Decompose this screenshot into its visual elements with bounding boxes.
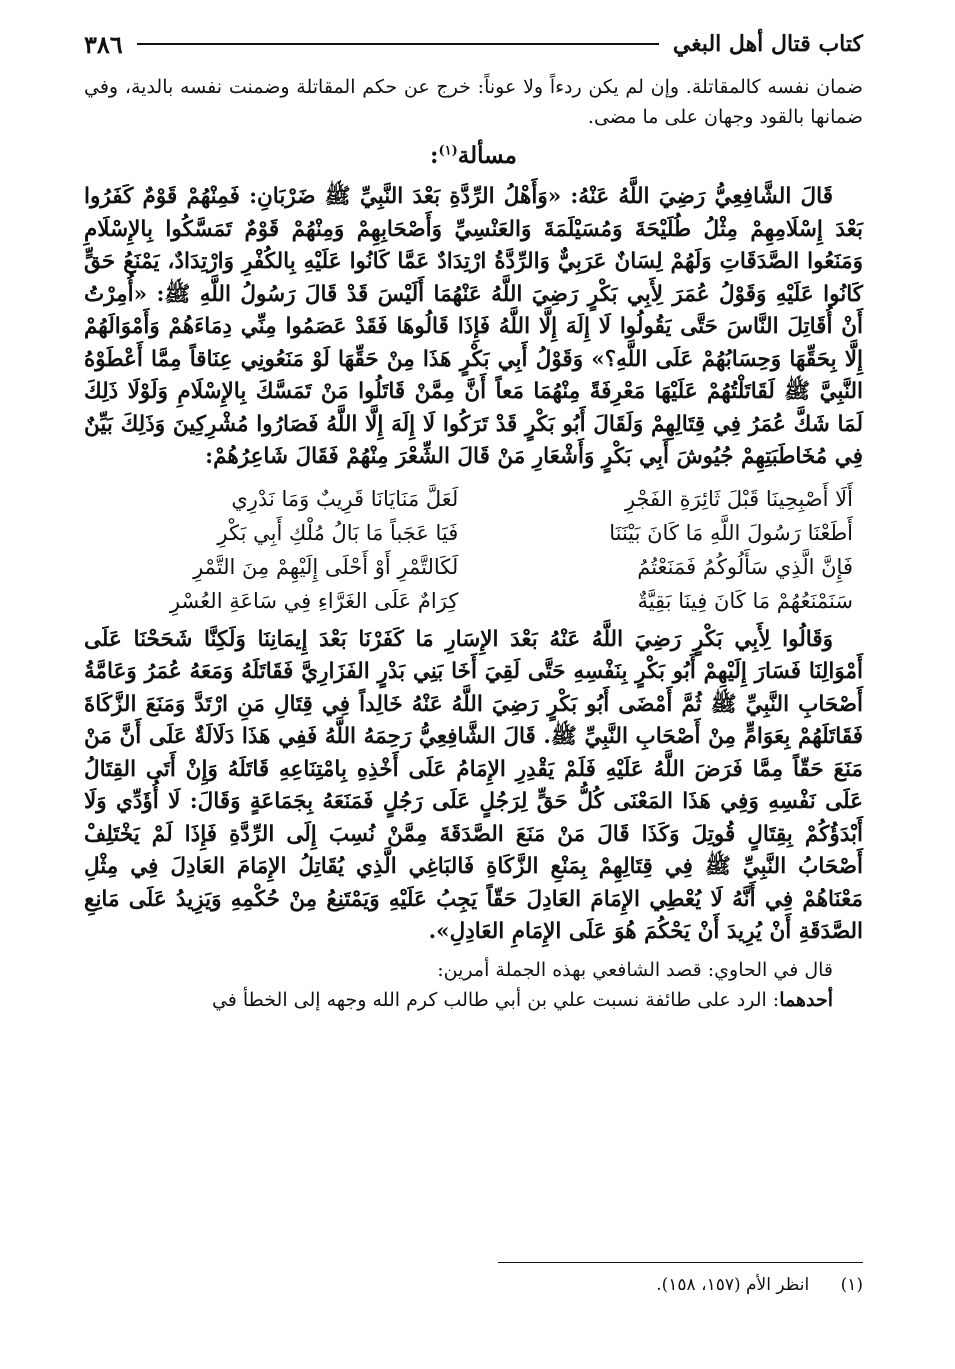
heading-text: مسألة: [457, 142, 517, 169]
book-chapter-title: كتاب قتال أهل البغي: [672, 31, 863, 57]
verse-first-hemistich: أَطَعْنَا رَسُولَ اللَّهِ مَا كَانَ بَيْنَنَا: [609, 520, 853, 545]
first-point-label: أحدهما: [779, 988, 833, 1011]
verse-second-hemistich: لَعَلَّ مَنَايَانَا قَرِيبٌ وَمَا نَدْرِي: [231, 486, 459, 511]
poem-verse: [94, 550, 853, 584]
running-header: [84, 24, 863, 64]
footnote-number: (١): [840, 1275, 863, 1295]
hawi-line: قال في الحاوي: قصد الشافعي بهذه الجملة أمرين:: [437, 958, 833, 981]
heading-footnote-ref: (١): [438, 143, 458, 159]
poem-verse: [94, 584, 853, 618]
footnote-text: انظر الأم (١٥٧، ١٥٨).: [656, 1275, 810, 1295]
first-point-text: : الرد على طائفة نسبت علي بن أبي طالب كرم الله وجهه إلى الخطأ في: [211, 988, 780, 1011]
verse-first-hemistich: أَلَا أَصْبِحِينَا قَبْلَ ثَائِرَةِ الفَجْرِ: [624, 486, 853, 511]
intro-paragraph: ضمان نفسه كالمقاتلة. وإن لم يكن ردءاً ولا عوناً: خرج عن حكم المقاتلة وضمنت نفسه بالدية، وفي ضمانها بالقود وجهان على ما مضى.: [84, 76, 863, 128]
poem: [94, 482, 853, 618]
poem-verse: [94, 516, 853, 550]
footnote-rule: [498, 1262, 863, 1263]
verse-second-hemistich: لَكَالتَّمْرِ أَوْ أَحْلَى إِلَيْهِمْ مِنَ التَّمْرِ: [193, 554, 459, 579]
page-number: ٣٨٦: [84, 29, 123, 59]
verse-first-hemistich: سَنَمْنَعُهُمْ مَا كَانَ فِينَا بَقِيَّةٌ: [637, 588, 853, 613]
section-heading: [84, 142, 863, 169]
shafii-quote: قَالَ الشَّافِعِيُّ رَضِيَ اللَّهُ عَنْهُ: «وَأَهْلُ الرِّدَّةِ بَعْدَ النَّبِيِّ ﷺ ضَرْبَانِ: فَمِنْهُمْ قَوْمٌ كَفَرُوا بَعْدَ إِسْلَامِهِمْ مِثْلُ طُلَيْحَةَ وَمُسَيْلَمَةَ وَالعَنْسِيِّ وَأَصْحَابِهِمْ وَمِنْهُمْ قَوْمٌ تَمَسَّكُوا بِالإِسْلَامِ وَمَنَعُوا الصَّدَقَاتِ وَلَهُمْ لِسَانٌ عَرَبِيٌّ وَالرِّدَّةُ ارْتِدَادٌ عَمَّا كَانُوا عَلَيْهِ بِالكُفْرِ وَارْتِدَادٌ، يَمْنَعُ حَقٍّ كَانُوا عَلَيْهِ وَقَوْلُ عُمَرَ لِأَبِي بَكْرٍ رَضِيَ اللَّهُ عَنْهُمَا أَلَيْسَ قَدْ قَالَ رَسُولُ اللَّهِ ﷺ: «أُمِرْتُ أَنْ أُقَاتِلَ النَّاسَ حَتَّى يَقُولُوا لَا إِلَهَ إِلَّا اللَّهُ فَإِذَا قَالُوهَا فَقَدْ عَصَمُوا مِنِّي دِمَاءَهُمْ وَأَمْوَالَهُمْ إِلَّا بِحَقِّهَا وَحِسَابُهُمْ عَلَى اللَّهِ؟» وَقَوْلُ أَبِي بَكْرٍ هَذَا مِنْ حَقِّهَا لَوْ مَنَعُونِي عِنَاقاً مِمَّا أَعْطَوْهُ النَّبِيَّ ﷺ لَقَاتَلْتُهُمْ عَلَيْهَا مَعْرِفَةً مِنْهُمَا مَعاً أَنَّ مِمَّنْ قَاتَلُوا مَنْ تَمَسَّكَ بِالإِسْلَامِ وَلَوْلَا ذَلِكَ لَمَا شَكَّ عُمَرُ فِي قِتَالِهِمْ وَلَقَالَ أَبُو بَكْرٍ قَدْ تَرَكُوا لَا إِلَهَ إِلَّا اللَّهُ فَصَارُوا مُشْرِكِينَ وَذَلِكَ بَيِّنٌ فِي مُخَاطَبَتِهِمْ جُيُوشَ أَبِي بَكْرٍ وَأَشْعَارِ مَنْ قَالَ الشِّعْرَ مِنْهُمْ فَقَالَ شَاعِرُهُمْ:: [84, 184, 863, 469]
heading-colon: :: [430, 142, 439, 169]
verse-second-hemistich: فَيَا عَجَباً مَا بَالُ مُلْكِ أَبِي بَكْرِ: [217, 520, 459, 545]
verse-first-hemistich: فَإِنَّ الَّذِي سَأَلُوكُمُ فَمَنَعْتُمُ: [637, 554, 853, 579]
first-point: [84, 985, 863, 1015]
shafii-quote-continued: وَقَالُوا لِأَبِي بَكْرٍ رَضِيَ اللَّهُ عَنْهُ بَعْدَ الإِسَارِ مَا كَفَرْنَا بَعْدَ إِيمَانِنَا وَلَكِنَّا شَحَحْنَا عَلَى أَمْوَالِنَا فَسَارَ إِلَيْهِمْ أَبُو بَكْرٍ بِنَفْسِهِ حَتَّى لَقِيَ أَخَا بَنِي بَدْرٍ الفَزَارِيَّ فَقَاتَلَهُ وَمَعَهُ عُمَرُ وَعَامَّةُ أَصْحَابِ النَّبِيِّ ﷺ ثُمَّ أَمْضَى أَبُو بَكْرٍ رَضِيَ اللَّهُ عَنْهُ خَالِداً فِي قِتَالِ مَنِ ارْتَدَّ وَمَنَعَ الزَّكَاةَ فَقَاتَلَهُمْ بِعَوَامٍّ مِنْ أَصْحَابِ النَّبِيِّ ﷺ. قَالَ الشَّافِعِيُّ رَحِمَهُ اللَّهُ فَفِي هَذَا دَلَالَةٌ عَلَى أَنَّ مَنْ مَنَعَ حَقّاً مِمَّا فَرَضَ اللَّهُ عَلَيْهِ فَلَمْ يَقْدِرِ الإِمَامُ عَلَى أَخْذِهِ بِامْتِنَاعِهِ قَاتَلَهُ وَإِنْ أَتَى القِتَالُ عَلَى نَفْسِهِ وَفِي هَذَا المَعْنَى كُلُّ حَقٍّ لِرَجُلٍ عَلَى رَجُلٍ فَمَنَعَهُ بِجَمَاعَةٍ وَقَالَ: لَا أُؤَدِّي وَلَا أَبْدَؤُكُمْ بِقِتَالٍ قُوتِلَ وَكَذَا قَالَ مَنْ مَنَعَ الصَّدَقَةَ مِمَّنْ نُسِبَ إِلَى الرِّدَّةِ فَإِذَا لَمْ يَخْتَلِفْ أَصْحَابُ النَّبِيِّ ﷺ فِي قِتَالِهِمْ بِمَنْعِ الزَّكَاةِ فَالبَاغِي الَّذِي يُقَاتِلُ الإِمَامَ العَادِلَ فِي مِثْلِ مَعْنَاهُمْ فِي أَنَّهُ لَا يُعْطِي الإِمَامَ العَادِلَ حَقّاً يَجِبُ عَلَيْهِ وَيَمْتَنِعُ مِنْ حُكْمِهِ وَيَزِيدُ عَلَى مَانِعِ الصَّدَقَةِ أَنْ يُرِيدَ أَنْ يَحْكُمَ هُوَ عَلَى الإِمَامِ العَادِلِ».: [84, 626, 863, 944]
footnote: [84, 1272, 863, 1298]
verse-second-hemistich: كِرَامٌ عَلَى الغَرَّاءِ فِي سَاعَةِ العُسْرِ: [169, 588, 459, 613]
poem-verse: [94, 482, 853, 516]
page-body: [84, 72, 863, 1015]
header-rule: [137, 43, 659, 45]
